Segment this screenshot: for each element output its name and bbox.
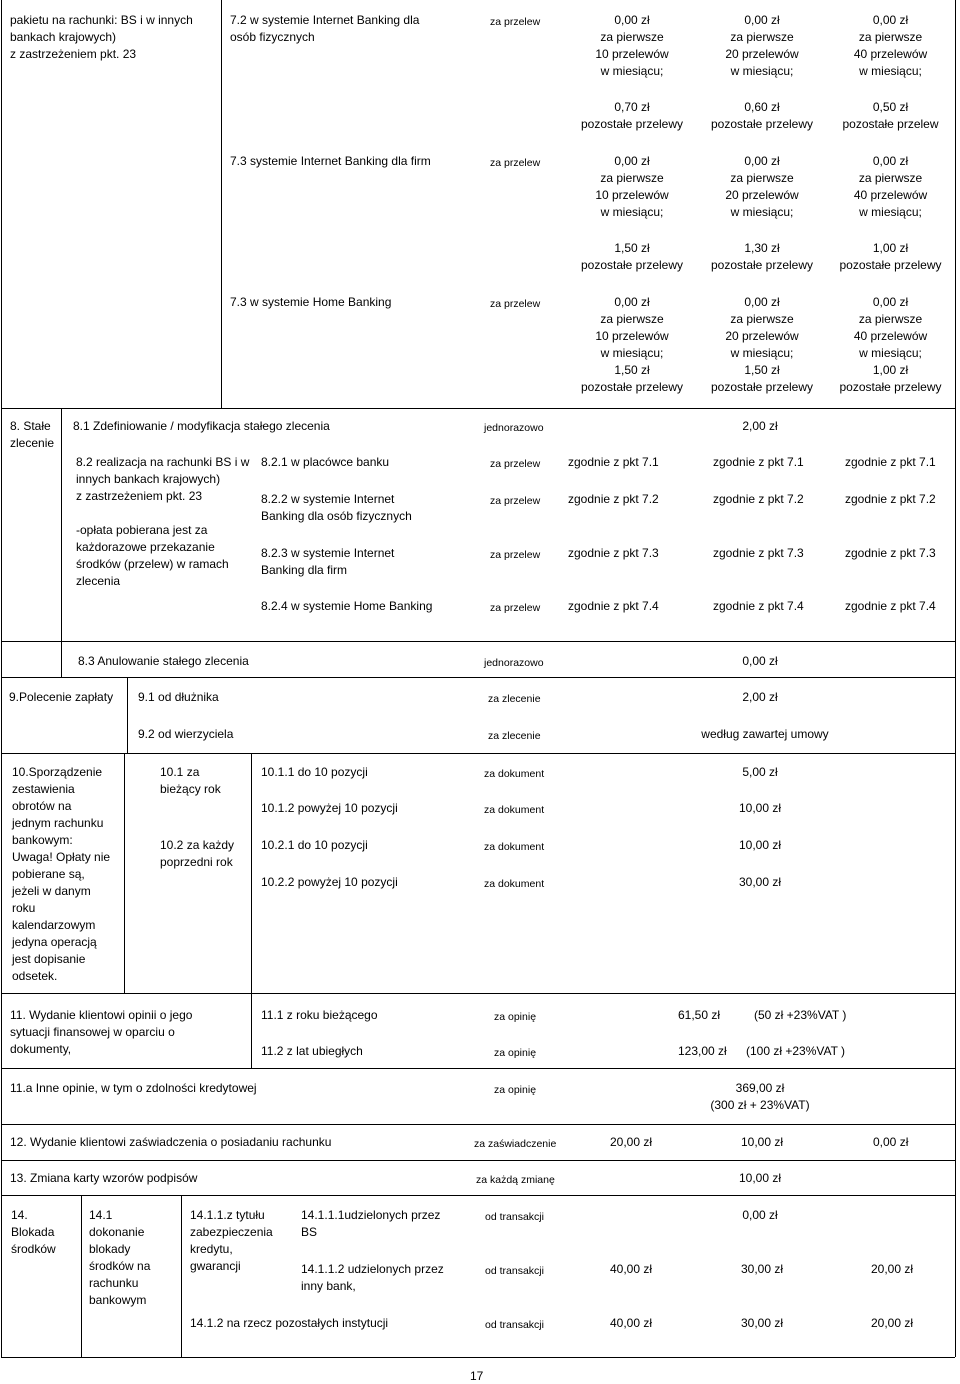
r10-2-2-value: 30,00 zł <box>738 875 782 889</box>
r8-2-3-v2: zgodnie z pkt 7.3 <box>713 546 804 560</box>
r14-1-1-2-v1: 40,00 zł <box>610 1262 653 1276</box>
r10-2-1-value: 10,00 zł <box>738 838 782 852</box>
r14-1-2-label: 14.1.2 na rzecz pozostałych instytucji <box>190 1316 389 1330</box>
r10-2-1-unit: za dokument <box>484 841 545 853</box>
col-divider-r8 <box>61 408 62 677</box>
r8-2-1-v1: zgodnie z pkt 7.1 <box>568 455 659 469</box>
r8-2-4-v2: zgodnie z pkt 7.4 <box>713 599 804 613</box>
r12-v2: 10,00 zł <box>741 1135 784 1149</box>
r8-2-1-v2: zgodnie z pkt 7.1 <box>713 455 804 469</box>
r7-2-col2-rest: 0,60 zł pozostałe przelewy <box>710 100 814 131</box>
r7-2-col1-rest: 0,70 zł pozostałe przelewy <box>580 100 684 131</box>
r8-1-value: 2,00 zł <box>742 419 778 433</box>
r12-v1: 20,00 zł <box>610 1135 653 1149</box>
r11-2-note: (100 zł +23%VAT ) <box>746 1044 846 1058</box>
r14-1-1-1-unit: od transakcji <box>485 1211 544 1223</box>
col-divider-r10-a <box>124 753 125 993</box>
r14-title: 14. Blokada środków <box>11 1208 56 1256</box>
r9-2-value: według zawartej umowy <box>701 727 829 741</box>
r10-2-2-label: 10.2.2 powyżej 10 pozycji <box>261 875 398 889</box>
r11-1-label: 11.1 z roku bieżącego <box>261 1008 378 1022</box>
col-divider-r11 <box>251 993 252 1068</box>
r7-left-text: pakietu na rachunki: BS i w innych bankach krajowych) z zastrzeżeniem pkt. 23 <box>10 13 193 61</box>
r7-3-home-unit: za przelew <box>490 298 541 310</box>
r8-2-3-v3: zgodnie z pkt 7.3 <box>845 546 936 560</box>
r7-3-firm-col1-rest: 1,50 zł pozostałe przelewy <box>580 241 684 272</box>
row-divider-8 <box>1 408 955 409</box>
r14-1-label: 14.1 dokonanie blokady środków na rachunku bankowym <box>89 1208 151 1307</box>
r8-3-label: 8.3 Anulowanie stałego zlecenia <box>78 654 249 668</box>
col-divider-r7 <box>221 0 222 408</box>
col-divider-r10-b <box>251 753 252 993</box>
r8-2-1-v3: zgodnie z pkt 7.1 <box>845 455 936 469</box>
row-divider-8-3 <box>1 641 955 642</box>
row-divider-11 <box>1 993 955 994</box>
r8-2-4-unit: za przelew <box>490 602 541 614</box>
row-divider-10 <box>1 753 955 754</box>
r10-1-1-label: 10.1.1 do 10 pozycji <box>261 765 368 779</box>
r10-1-2-unit: za dokument <box>484 804 545 816</box>
r8-2-2-v2: zgodnie z pkt 7.2 <box>713 492 804 506</box>
r8-2-4-v3: zgodnie z pkt 7.4 <box>845 599 936 613</box>
r7-3-home-label: 7.3 w systemie Home Banking <box>230 295 392 309</box>
r10-2-group: 10.2 za każdy poprzedni rok <box>160 838 235 869</box>
r8-2-1-unit: za przelew <box>490 458 541 470</box>
r10-1-2-value: 10,00 zł <box>738 801 782 815</box>
r7-3-firm-col2-rest: 1,30 zł pozostałe przelewy <box>710 241 814 272</box>
r7-3-firm-col3-rest: 1,00 zł pozostałe przelewy <box>839 241 942 272</box>
r7-3-firm-col2: 0,00 zł za pierwsze 20 przelewów w miesiącu; <box>725 154 799 219</box>
table-bottom-line <box>1 1357 955 1358</box>
r7-3-firm-unit: za przelew <box>490 157 541 169</box>
r10-title: 10.Sporządzenie zestawienia obrotów na jednym rachunku bankowym: Uwaga! Opłaty nie pobierane są, jeżeli w danym roku kalendarzowym jedyna operacją jest dopisanie odsetek. <box>12 765 111 983</box>
col-divider-r14-b <box>181 1195 182 1357</box>
table-right-line <box>955 0 956 1357</box>
r14-1-1-label: 14.1.1.z tytułu zabezpieczenia kredytu, gwarancji <box>190 1208 273 1273</box>
r14-1-1-1-label: 14.1.1.1udzielonych przez BS <box>301 1208 441 1239</box>
r7-3-home-col1: 0,00 zł za pierwsze 10 przelewów w miesiącu; 1,50 zł pozostałe przelewy <box>580 295 684 394</box>
r7-2-col3-rest: 0,50 zł pozostałe przelew <box>842 100 939 131</box>
r13-label: 13. Zmiana karty wzorów podpisów <box>10 1171 198 1185</box>
r9-1-unit: za zlecenie <box>488 693 541 705</box>
r7-3-firm-col3: 0,00 zł za pierwsze 40 przelewów w miesiącu; <box>853 154 928 219</box>
r11-1-value: 61,50 zł <box>678 1008 721 1022</box>
r13-unit: za każdą zmianę <box>476 1174 555 1186</box>
row-divider-13 <box>1 1160 955 1161</box>
r8-2-2-v1: zgodnie z pkt 7.2 <box>568 492 659 506</box>
r8-1-unit: jednorazowo <box>484 422 544 434</box>
r8-2-2-v3: zgodnie z pkt 7.2 <box>845 492 936 506</box>
row-divider-14 <box>1 1195 955 1196</box>
r8-2-4-v1: zgodnie z pkt 7.4 <box>568 599 659 613</box>
r10-1-group: 10.1 za bieżący rok <box>160 765 221 796</box>
r9-2-label: 9.2 od wierzyciela <box>138 727 234 741</box>
r8-2-3-v1: zgodnie z pkt 7.3 <box>568 546 659 560</box>
r9-2-unit: za zlecenie <box>488 730 541 742</box>
r9-1-label: 9.1 od dłużnika <box>138 690 219 704</box>
r7-3-firm-col1: 0,00 zł za pierwsze 10 przelewów w miesiącu; <box>595 154 669 219</box>
r8-2-3-label: 8.2.3 w systemie Internet Banking dla firm <box>261 546 395 577</box>
r14-1-1-2-label: 14.1.1.2 udzielonych przez inny bank, <box>301 1262 444 1293</box>
r8-2-2-unit: za przelew <box>490 495 541 507</box>
r8-2-3-unit: za przelew <box>490 549 541 561</box>
r11a-unit: za opinię <box>494 1084 537 1096</box>
r10-1-1-unit: za dokument <box>484 768 545 780</box>
table-left-line <box>1 0 2 1357</box>
r8-1-label: 8.1 Zdefiniowanie / modyfikacja stałego zlecenia <box>73 419 330 433</box>
r10-1-2-label: 10.1.2 powyżej 10 pozycji <box>261 801 398 815</box>
r11a-value: 369,00 zł (300 zł + 23%VAT) <box>710 1081 810 1112</box>
r8-title: 8. Stałe zlecenie <box>10 419 55 450</box>
r11-1-note: (50 zł +23%VAT ) <box>754 1008 847 1022</box>
r10-2-1-label: 10.2.1 do 10 pozycji <box>261 838 368 852</box>
r9-1-value: 2,00 zł <box>742 690 778 704</box>
row-divider-12 <box>1 1124 955 1125</box>
page-number: 17 <box>470 1369 484 1383</box>
r7-2-col1: 0,00 zł za pierwsze 10 przelewów w miesiącu; <box>595 13 669 78</box>
r11a-label: 11.a Inne opinie, w tym o zdolności kredytowej <box>10 1081 257 1095</box>
r7-2-unit: za przelew <box>490 16 541 28</box>
r12-unit: za zaświadczenie <box>474 1138 557 1150</box>
r8-2-4-label: 8.2.4 w systemie Home Banking <box>261 599 433 613</box>
r8-3-value: 0,00 zł <box>742 654 778 668</box>
r12-label: 12. Wydanie klientowi zaświadczenia o posiadaniu rachunku <box>10 1135 332 1149</box>
r11-1-unit: za opinię <box>494 1011 537 1023</box>
r13-value: 10,00 zł <box>738 1171 782 1185</box>
row-divider-11a <box>1 1068 955 1069</box>
r14-1-1-2-unit: od transakcji <box>485 1265 544 1277</box>
r11-2-value: 123,00 zł <box>678 1044 727 1058</box>
r11-title: 11. Wydanie klientowi opinii o jego sytuacji finansowej w oparciu o dokumenty, <box>10 1008 193 1056</box>
r7-2-col3: 0,00 zł za pierwsze 40 przelewów w miesiącu; <box>853 13 928 78</box>
r10-1-1-value: 5,00 zł <box>742 765 778 779</box>
r7-2-label: 7.2 w systemie Internet Banking dla osób fizycznych <box>230 13 420 44</box>
r14-1-2-v1: 40,00 zł <box>610 1316 653 1330</box>
r12-v3: 0,00 zł <box>873 1135 909 1149</box>
r7-3-firm-label: 7.3 systemie Internet Banking dla firm <box>230 154 431 168</box>
r8-2-label: 8.2 realizacja na rachunki BS i w innych bankach krajowych) z zastrzeżeniem pkt. 23 -opłata pobierana jest za każdorazowe przekazanie środków (przelew) w ramach zlecenia <box>76 455 250 588</box>
r14-1-2-v3: 20,00 zł <box>871 1316 914 1330</box>
r11-2-label: 11.2 z lat ubiegłych <box>261 1044 363 1058</box>
r7-3-home-col3: 0,00 zł za pierwsze 40 przelewów w miesiącu; 1,00 zł pozostałe przelewy <box>839 295 942 394</box>
col-divider-r14-a <box>81 1195 82 1357</box>
r7-2-col2: 0,00 zł za pierwsze 20 przelewów w miesiącu; <box>725 13 799 78</box>
r14-1-2-v2: 30,00 zł <box>741 1316 784 1330</box>
r14-1-2-unit: od transakcji <box>485 1319 544 1331</box>
r11-2-unit: za opinię <box>494 1047 537 1059</box>
r14-1-1-1-value: 0,00 zł <box>742 1208 778 1222</box>
row-divider-9 <box>1 677 955 678</box>
r14-1-1-2-v3: 20,00 zł <box>871 1262 914 1276</box>
r14-1-1-2-v2: 30,00 zł <box>741 1262 784 1276</box>
r9-title: 9.Polecenie zapłaty <box>9 690 114 704</box>
r8-2-2-label: 8.2.2 w systemie Internet Banking dla osób fizycznych <box>261 492 412 523</box>
r10-2-2-unit: za dokument <box>484 878 545 890</box>
r8-3-unit: jednorazowo <box>484 657 544 669</box>
r7-3-home-col2: 0,00 zł za pierwsze 20 przelewów w miesiącu; 1,50 zł pozostałe przelewy <box>710 295 814 394</box>
col-divider-r9 <box>127 677 128 753</box>
r8-2-1-label: 8.2.1 w placówce banku <box>261 455 390 469</box>
